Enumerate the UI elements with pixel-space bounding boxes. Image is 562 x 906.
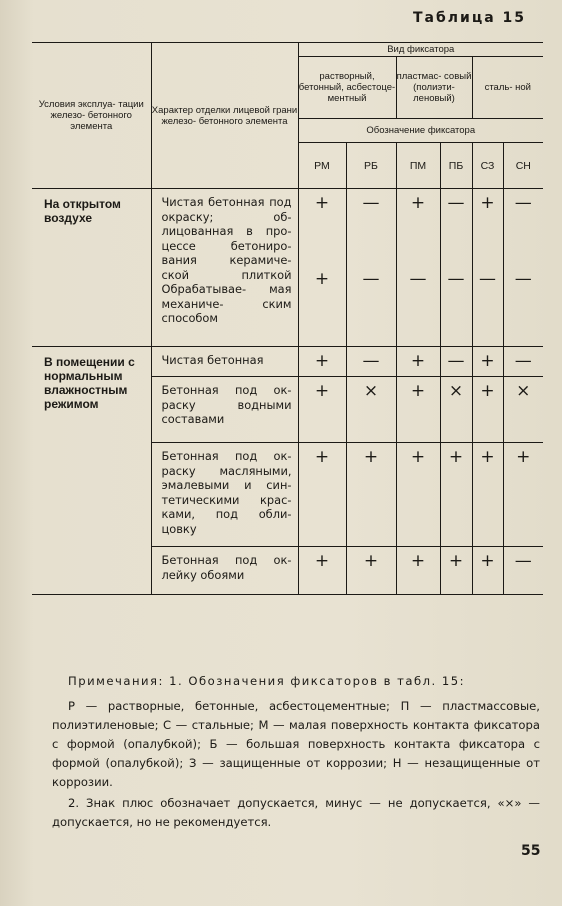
- mark-cell: ×: [440, 377, 472, 443]
- notes-heading: Примечания: 1. Обозначения фиксаторов в табл. 15:: [68, 674, 466, 688]
- header-fixator-type: Вид фиксатора: [298, 43, 543, 57]
- mark-cell: + —: [472, 189, 503, 347]
- page-number: 55: [521, 843, 541, 859]
- header-group-steel: сталь- ной: [472, 57, 543, 119]
- condition-outdoor: На открытом воздухе: [32, 189, 151, 347]
- mark-cell: +: [503, 443, 543, 547]
- code-rb: РБ: [346, 143, 396, 189]
- mark-cell: +: [396, 443, 440, 547]
- mark-cell: +: [298, 443, 346, 547]
- mark-cell: ×: [503, 377, 543, 443]
- mark-cell: ×: [346, 377, 396, 443]
- mark-cell: +: [472, 377, 503, 443]
- header-group-plastic: пластмас- совый (полиэти- леновый): [396, 57, 472, 119]
- mark-cell: — —: [503, 189, 543, 347]
- fixator-table: [32, 42, 543, 595]
- condition-indoor: В помещении с нормальным влажностным режимом: [32, 347, 151, 595]
- code-sz: СЗ: [472, 143, 503, 189]
- finish-row: Чистая бетонная: [151, 347, 298, 377]
- notes-paragraph-1: Р — растворные, бетонные, асбестоцементные; П — пластмассовые, полиэтиленовые; С — стальные; М — малая поверхность контакта фиксатора с формой (опалубкой); Б — большая поверхность контакта фиксатора с формой (опалубкой); З — защищенные от коррозии; Н — незащищенные от коррозии.: [52, 699, 540, 789]
- mark-cell: +: [346, 547, 396, 595]
- mark-cell: +: [472, 547, 503, 595]
- mark-cell: —: [346, 347, 396, 377]
- code-pb: ПБ: [440, 143, 472, 189]
- finish-row: Бетонная под ок- раску масляными, эмалевыми и син- тетическими крас- ками, под обли- цовку: [151, 443, 298, 547]
- mark-cell: +: [298, 547, 346, 595]
- mark-cell: +: [298, 347, 346, 377]
- notes-paragraph-2: 2. Знак плюс обозначает допускается, минус — не допускается, «×» — допускается, но не рекомендуется.: [52, 796, 540, 829]
- finish-outdoor: Чистая бетонная под окраску; об- лицованная в про- цессе бетониро- вания керамиче- ской плиткой Обрабатывае- мая механиче- ским способом: [151, 189, 298, 347]
- code-pm: ПМ: [396, 143, 440, 189]
- mark-cell: +: [298, 377, 346, 443]
- mark-cell: —: [503, 547, 543, 595]
- mark-cell: +: [396, 347, 440, 377]
- mark-cell: +: [346, 443, 396, 547]
- mark-cell: +: [440, 443, 472, 547]
- code-sn: СН: [503, 143, 543, 189]
- mark-cell: + —: [396, 189, 440, 347]
- mark-cell: +: [472, 347, 503, 377]
- header-designation: Обозначение фиксатора: [298, 119, 543, 143]
- notes: [52, 672, 540, 832]
- table-title: Таблица 15: [413, 10, 527, 26]
- mark-cell: +: [396, 377, 440, 443]
- mark-cell: +: [472, 443, 503, 547]
- mark-cell: +: [396, 547, 440, 595]
- mark-cell: — —: [346, 189, 396, 347]
- code-rm: РМ: [298, 143, 346, 189]
- header-group-mortar: растворный, бетонный, асбестоце- ментный: [298, 57, 396, 119]
- finish-row: Бетонная под ок- лейку обоями: [151, 547, 298, 595]
- header-conditions: Условия эксплуа- тации железо- бетонного элемента: [32, 43, 151, 189]
- finish-row: Бетонная под ок- раску водными составами: [151, 377, 298, 443]
- header-finish: Характер отделки лицевой грани железо- бетонного элемента: [151, 43, 298, 189]
- mark-cell: —: [503, 347, 543, 377]
- mark-cell: + +: [298, 189, 346, 347]
- mark-cell: — —: [440, 189, 472, 347]
- mark-cell: —: [440, 347, 472, 377]
- mark-cell: +: [440, 547, 472, 595]
